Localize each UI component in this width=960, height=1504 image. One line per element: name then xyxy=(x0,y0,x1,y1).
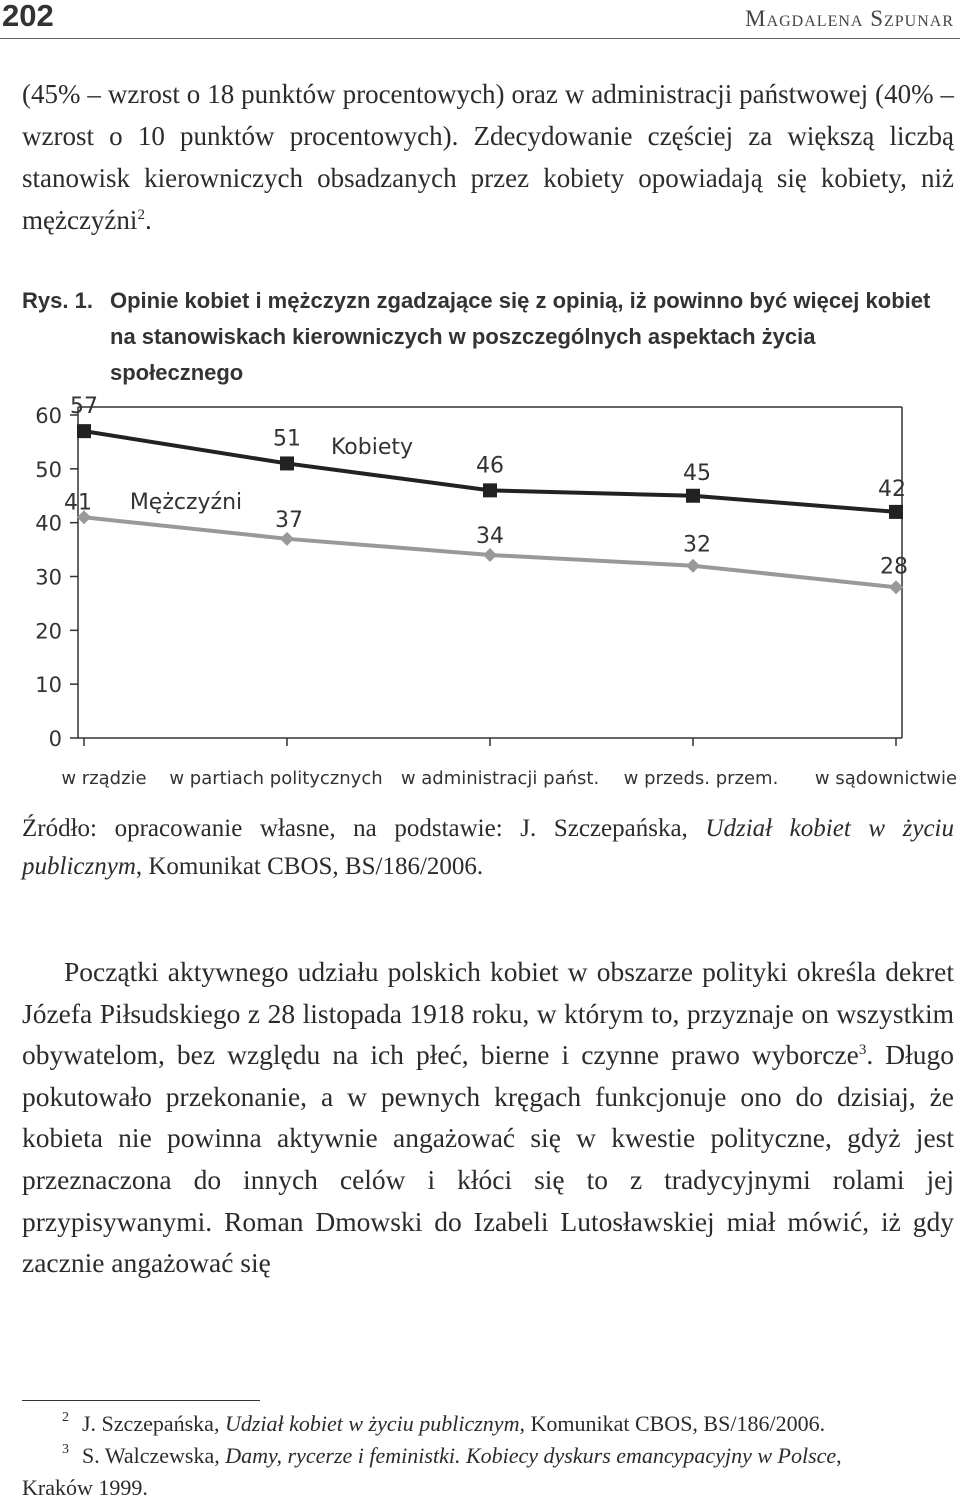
x-category-label: w rządzie xyxy=(61,768,147,789)
header-rule xyxy=(0,38,960,39)
footnote-suffix: , xyxy=(836,1443,842,1468)
data-point-square xyxy=(77,424,91,438)
data-label: 41 xyxy=(64,490,92,516)
y-tick-label: 10 xyxy=(35,673,62,698)
footnote-title: Damy, rycerze i feministki. Kobiecy dyskurs emancypacyjny w Polsce xyxy=(225,1443,837,1468)
paragraph-main-part2: . Długo pokutowało przekonanie, a w pewnych kręgach funkcjonuje ono do dzisiaj, że kobieta nie powinna aktywnie angażować się w kwestie polityczne, gdyż jest przeznaczona do innych celów i kłóci się to z tradycyjnymi rolami jej przypisywanymi. Roman Dmowski do Izabeli Lutosławskiej miał mówić, iż gdy zacznie angażować się xyxy=(22,1039,954,1279)
running-head: Magdalena Szpunar xyxy=(745,6,954,31)
figure-caption xyxy=(22,283,942,385)
data-label: 51 xyxy=(273,426,301,452)
y-tick-label: 60 xyxy=(35,404,62,428)
footnote-2 xyxy=(22,1408,954,1440)
y-tick-label: 30 xyxy=(35,565,62,590)
footnote-ref-3[interactable]: 3 xyxy=(858,1042,867,1059)
footnote-text xyxy=(22,1408,954,1440)
line-chart xyxy=(0,390,960,800)
data-point-square xyxy=(483,483,497,497)
paragraph-intro-end: . xyxy=(144,205,152,235)
footnote-author: J. Szczepańska, xyxy=(82,1411,225,1436)
data-label: 57 xyxy=(70,394,98,420)
data-label: 34 xyxy=(476,523,504,549)
x-category-label: w przeds. przem. xyxy=(623,768,779,789)
data-point-square xyxy=(686,489,700,503)
footnote-continuation: Kraków 1999. xyxy=(22,1475,148,1500)
y-tick-label: 40 xyxy=(35,511,62,536)
data-point-diamond xyxy=(889,580,903,594)
data-point-square xyxy=(280,456,294,470)
footnote-ref-2[interactable]: 2 xyxy=(137,207,145,223)
footnotes xyxy=(22,1408,954,1504)
paragraph-intro-text: (45% – wzrost o 18 punktów procentowych) oraz w administracji państwowej (40% – wzrost o 10 punktów procentowych). Zdecydowanie częściej za większą liczbą stanowisk kierowniczych obsadzanych przez kobiety opowiadają się kobiety, niż mężczyźni xyxy=(22,79,954,235)
x-category-label: w partiach politycznych xyxy=(169,768,383,789)
y-tick-label: 20 xyxy=(35,619,62,644)
source-title: Udział kobiet w życiu publicznym xyxy=(22,815,954,880)
page-header xyxy=(0,0,960,38)
data-point-diamond xyxy=(686,559,700,573)
footnote-author: S. Walczewska, xyxy=(82,1443,226,1468)
data-label: 32 xyxy=(683,532,711,558)
series-label-mezczyzni: Mężczyźni xyxy=(129,490,243,515)
data-point-diamond xyxy=(483,548,497,562)
paragraph-intro xyxy=(22,73,954,241)
footnote-3 xyxy=(22,1440,954,1504)
x-category-label: w sądownictwie xyxy=(814,768,958,789)
figure-label: Rys. 1. xyxy=(22,288,93,313)
footnote-number: 2 xyxy=(62,1410,69,1425)
data-label: 45 xyxy=(683,460,711,486)
page-number: 202 xyxy=(2,0,54,33)
figure-caption-text: Opinie kobiet i mężczyzn zgadzające się z opinią, iż powinno być więcej kobiet na stanowiskach kierowniczych w poszczególnych aspektach życia społecznego xyxy=(110,288,931,385)
data-label: 37 xyxy=(275,507,303,533)
data-point-square xyxy=(889,505,903,519)
paragraph-main xyxy=(22,951,954,1284)
y-tick-label: 50 xyxy=(35,457,62,482)
footnote-text xyxy=(22,1440,954,1472)
series-label-kobiety: Kobiety xyxy=(330,435,414,460)
footnote-suffix: , Komunikat CBOS, BS/186/2006. xyxy=(519,1411,826,1436)
paragraph-main-part1: Początki aktywnego udziału polskich kobiet w obszarze polityki określa dekret Józefa Piłsudskiego z 28 listopada 1918 roku, w którym to, przyznaje on wszystkim obywatelom, bez względu na ich płeć, bierne i czynne prawo wyborcze xyxy=(22,956,954,1071)
x-category-label: w administracji państ. xyxy=(400,768,600,789)
source-prefix: Źródło: opracowanie własne, na podstawie: J. Szczepańska, xyxy=(22,815,706,842)
y-tick-label: 0 xyxy=(48,727,62,751)
data-label: 28 xyxy=(880,554,908,580)
footnote-title: Udział kobiet w życiu publicznym xyxy=(224,1411,520,1436)
source-suffix: , Komunikat CBOS, BS/186/2006. xyxy=(135,853,484,880)
figure-source xyxy=(22,810,954,886)
footnote-rule xyxy=(22,1400,260,1401)
footnote-number: 3 xyxy=(62,1442,69,1457)
data-point-diamond xyxy=(280,532,294,546)
data-label: 46 xyxy=(476,453,504,479)
data-label: 42 xyxy=(878,476,906,502)
